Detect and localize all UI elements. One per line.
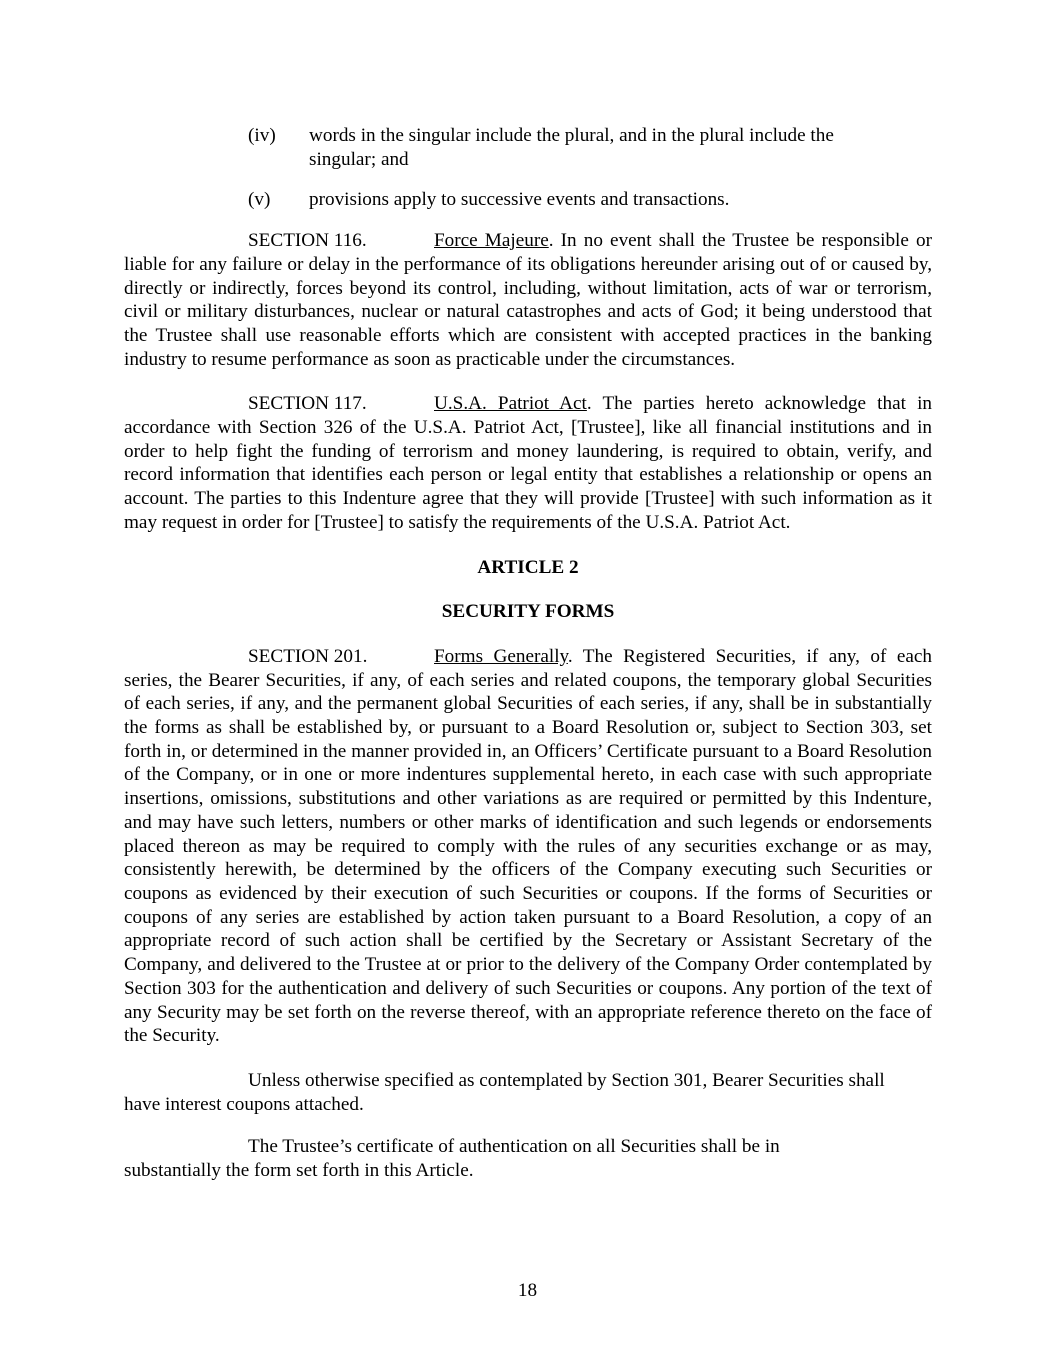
article-number: ARTICLE 2 xyxy=(477,556,579,578)
list-item-iv xyxy=(124,124,874,171)
bearer-securities-paragraph: Unless otherwise specified as contemplated by Section 301, Bearer Securities shall have interest coupons attached. xyxy=(124,1069,885,1115)
list-item-text: provisions apply to successive events and transactions. xyxy=(309,189,730,211)
section-117-body: . The parties hereto acknowledge that in accordance with Section 326 of the U.S.A. Patriot Act, [Trustee], like all financial institutions and in order to help fight the funding of terrorism and money laundering, is required to obtain, verify, and record information that identifies each person or legal entity that establishes a relationship or opens an account. The parties to this Indenture agree that they will provide [Trustee] with such information as it may request in order for [Trustee] to satisfy the requirements of the U.S.A. Patriot Act. xyxy=(124,393,932,533)
certificate-paragraph: The Trustee’s certificate of authentication on all Securities shall be in substantially the form set forth in this Article. xyxy=(124,1136,780,1182)
section-116-title: Force Majeure xyxy=(434,230,549,252)
section-201-title: Forms Generally xyxy=(434,645,568,667)
section-116-label: SECTION 116. xyxy=(248,230,367,252)
section-201-label: SECTION 201. xyxy=(248,645,368,667)
list-item-text: words in the singular include the plural, and in the plural include the singular; and xyxy=(309,125,834,170)
section-117-title: U.S.A. Patriot Act xyxy=(434,393,587,415)
list-item-number: (iv) xyxy=(248,125,276,146)
section-116-paragraph xyxy=(124,229,932,371)
section-116-body: . In no event shall the Trustee be responsible or liable for any failure or delay in the performance of its obligations hereunder arising out of or caused by, directly or indirectly, forces beyond its control, including, without limitation, acts of war or terrorism, civil or military disturbances, nuclear or natural catastrophes and acts of God; it being understood that the Trustee shall use reasonable efforts which are consistent with accepted practices in the banking industry to resume performance as soon as practicable under the circumstances. xyxy=(124,230,932,370)
article-title: SECURITY FORMS xyxy=(441,601,615,623)
section-201-paragraph xyxy=(124,645,932,1048)
document-page xyxy=(124,124,932,1183)
section-117-label: SECTION 117. xyxy=(248,393,367,415)
list-item-v xyxy=(124,188,932,212)
section-117-paragraph xyxy=(124,392,932,534)
section-201-body: . The Registered Securities, if any, of each series, the Bearer Securities, if any, of each series and related coupons, the temporary global Securities of each series, if any, and the permanent global Securities of each series, if any, shall be in substantially the forms as shall be established by, or pursuant to a Board Resolution or, subject to Section 303, set forth in, or determined in the manner provided in, an Officers’ Certificate pursuant to a Board Resolution of the Company, or in one or more indentures supplemental hereto, in each case with such appropriate insertions, omissions, substitutions and other variations as are required or permitted by this Indenture, and may have such letters, numbers or other marks of identification and such legends or endorsements placed thereon as may be required to comply with the rules of any securities exchange or as may, consistently herewith, be determined by the officers of the Company executing such Securities or coupons as evidenced by their execution of such Securities or coupons. If the forms of Securities or coupons of any series are established by action taken pursuant to a Board Resolution, a copy of an appropriate record of such action shall be certified by the Secretary or Assistant Secretary of the Company, and delivered to the Trustee at or prior to the delivery of the Company Order contemplated by Section 303 for the authentication and delivery of such Securities or coupons. Any portion of the text of any Security may be set forth on the reverse thereof, with an appropriate reference thereto on the face of the Security. xyxy=(124,645,932,1047)
page-number: 18 xyxy=(517,1280,538,1301)
list-item-number: (v) xyxy=(248,189,271,211)
